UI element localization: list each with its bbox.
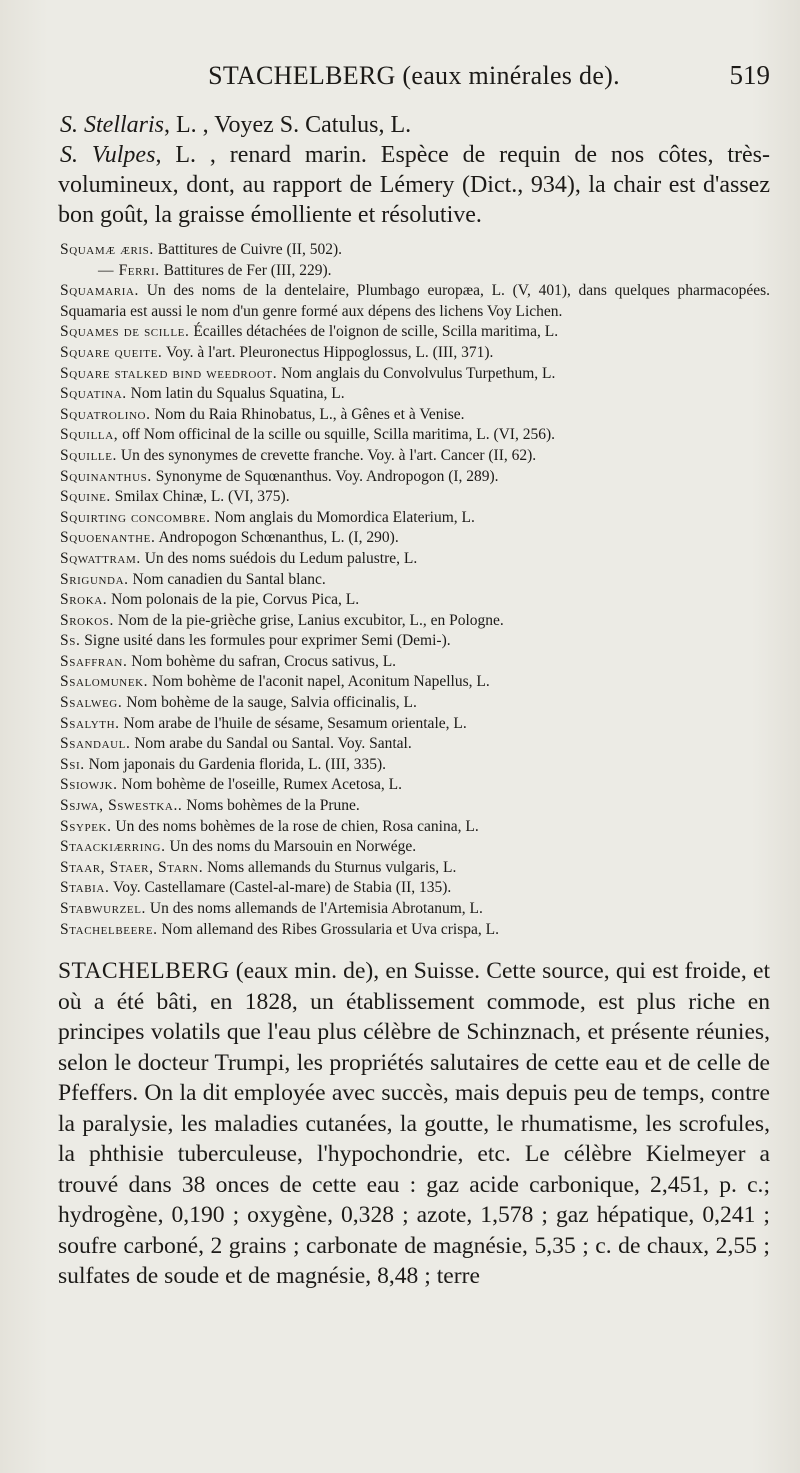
entry-text: Un des noms suédois du Ledum palustre, L. [140,549,418,567]
list-item [60,425,770,446]
entry-text: Nom bohème du safran, Crocus sativus, L. [127,652,397,670]
list-item [60,693,770,714]
list-item [60,837,770,858]
entry-headword: Squinanthus. [60,467,152,485]
list-item [60,261,770,282]
entry-text: off Nom officinal de la scille ou squille, Scilla maritima, L. (VI, 256). [118,426,556,444]
small-entries-list [58,240,770,940]
list-item [60,817,770,838]
list-item [60,467,770,488]
entry-headword: Squames de scille. [60,323,190,341]
entry-headword: STACHELBERG [58,958,230,985]
entry-headword: S. Stellaris [60,112,165,138]
entry-s-vulpes [58,140,770,230]
entry-headword: Stabia. [60,879,110,897]
entry-text: Un des noms de la dentelaire, Plumbago europæa, L. (V, 401), dans quelques pharmacopées. Squamaria est aussi le nom d'un genre formé aux dépens des lichens Voy Lichen. [60,282,770,320]
entry-headword: Squine. [60,488,111,506]
entry-text: , L. , Voyez S. Catulus, L. [164,112,412,138]
entry-text: Battitures de Fer (III, 229). [159,261,332,279]
entry-text: Nom de la pie-grièche grise, Lanius excubitor, L., en Pologne. [113,611,504,629]
list-item [60,878,770,899]
entry-headword: Squille. [60,446,118,464]
entry-headword: Square queite. [60,343,163,361]
entry-headword: Ssaffran. [60,652,128,670]
entry-headword: S. Vulpes [60,142,156,168]
entry-text: Signe usité dans les formules pour exprimer Semi (Demi-). [80,632,451,650]
entry-text: Battitures de Cuivre (II, 502). [153,241,342,258]
list-item [60,570,770,591]
list-item [60,487,770,508]
entry-headword: Ssypek. [60,817,112,835]
entry-text: Nom latin du Squalus Squatina, L. [126,385,345,403]
entry-headword: Ssi. [60,755,85,773]
list-item [60,405,770,426]
entry-headword: Sroka. [60,591,108,609]
entry-headword: Staar, Staer, Starn. [60,858,204,876]
entry-s-stellaris [58,110,770,140]
list-item [60,240,770,261]
entry-text: Un des noms allemands de l'Artemisia Abrotanum, L. [146,900,483,917]
entry-text: Nom canadien du Santal blanc. [128,570,326,588]
entry-text: Voy. à l'art. Pleuronectus Hippoglossus, L. (III, 371). [162,343,494,361]
entry-text: Synonyme de Squœnanthus. Voy. Andropogon (I, 289). [151,467,499,485]
entry-headword: — Ferri. [98,261,160,279]
entry-text: Nom bohème de la sauge, Salvia officinalis, L. [122,694,417,712]
list-item [60,899,770,920]
entry-text: Nom allemand des Ribes Grossularia et Uva crispa, L. [157,920,499,938]
entry-text: Nom bohème de l'aconit napel, Aconitum Napellus, L. [148,673,490,691]
list-item [60,384,770,405]
entry-text: Nom japonais du Gardenia florida, L. (III, 335). [84,755,386,773]
entry-headword: Stachelbeere. [60,920,158,938]
list-item [60,611,770,632]
list-item [60,775,770,796]
entry-text: Voy. Castellamare (Castel-al-mare) de Stabia (II, 135). [109,879,452,897]
entry-stachelberg [58,956,770,1292]
entry-text: Nom arabe du Sandal ou Santal. Voy. Santal. [130,735,412,753]
list-item [60,714,770,735]
entry-headword: Srigunda. [60,570,129,588]
running-head: STACHELBERG (eaux minérales de). [208,61,620,90]
page-number: 519 [729,60,770,90]
entry-text: Un des noms bohèmes de la rose de chien, Rosa canina, L. [111,817,479,835]
list-item [60,343,770,364]
entry-headword: Squilla, [60,426,119,444]
entry-headword: Squatrolino. [60,405,151,423]
entry-headword: Squoenanthe. [60,529,156,547]
entry-text: Écailles détachées de l'oignon de scille, Scilla maritima, L. [189,323,559,341]
list-item [60,446,770,467]
list-item [60,322,770,343]
list-item [60,920,770,941]
entry-text: Nom polonais de la pie, Corvus Pica, L. [107,591,360,609]
entry-headword: Ssalweg. [60,694,123,712]
entry-headword: Ssalyth. [60,714,120,732]
entry-text: Un des synonymes de crevette franche. Voy. à l'art. Cancer (II, 62). [117,446,537,464]
entry-headword: Ss. [60,632,81,650]
entry-text: (eaux min. de), en Suisse. Cette source, qui est froide, et où a été bâti, en 1828, un établissement commode, est plus riche en principes volatils que l'eau plus célèbre de Schinznach, et présente réunies, selon le docteur Trumpi, les propriétés salutaires de cette eau et de celle de Pfeffers. On la dit employée avec succès, mais depuis peu de temps, contre la paralysie, les maladies cutanées, la goutte, le rhumatisme, les scrofules, la phthisie tuberculeuse, l'hypochondrie, etc. Le célèbre Kielmeyer a trouvé dans 38 onces de cette eau : gaz acide carbonique, 2,451, p. c.; hydrogène, 0,190 ; oxygène, 0,328 ; azote, 1,578 ; gaz hépatique, 0,241 ; soufre carboné, 2 grains ; carbonate de magnésie, 5,35 ; c. de chaux, 2,55 ; sulfates de soude et de magnésie, 8,48 ; terre [58,958,770,1290]
list-item [60,590,770,611]
entry-text: Un des noms du Marsouin en Norwége. [165,838,417,856]
entry-headword: Stabwurzel. [60,900,147,917]
entry-text: Smilax Chinæ, L. (VI, 375). [110,488,290,506]
entry-text: Nom bohème de l'oseille, Rumex Acetosa, L. [117,776,402,794]
page-header [58,60,770,110]
entry-headword: Squatina. [60,385,127,403]
list-item [60,734,770,755]
entry-text: Andropogon Schœnanthus, L. (I, 290). [155,529,399,547]
list-item [60,631,770,652]
entry-text: , L. , renard marin. Espèce de requin de nos côtes, très-volumineux, dont, au rapport de Lémery (Dict., 934), la chair est d'assez bon goût, la graisse émolliente et résolutive. [58,142,770,228]
entry-headword: Ssiowjk. [60,776,118,794]
entry-headword: Ssjwa, Sswestka.. [60,797,183,815]
entry-headword: Square stalked bind weedroot. [60,364,278,382]
list-item [60,652,770,673]
entry-text: Nom du Raia Rhinobatus, L., à Gênes et à Venise. [150,405,465,423]
entry-headword: Squamæ æris. [60,241,154,258]
entry-headword: Squirting concombre. [60,508,211,526]
entry-text: Noms bohèmes de la Prune. [182,797,360,815]
entry-headword: Ssalomunek. [60,673,149,691]
entry-headword: Staackiærring. [60,838,166,856]
list-item [60,549,770,570]
list-item [60,755,770,776]
list-item [60,364,770,385]
list-item [60,528,770,549]
list-item [60,858,770,879]
entry-text: Nom anglais du Convolvulus Turpethum, L. [277,364,556,382]
entry-headword: Sqwattram. [60,549,141,567]
entry-text: Nom anglais du Momordica Elaterium, L. [210,508,475,526]
list-item [60,281,770,322]
entry-headword: Ssandaul. [60,735,131,753]
list-item [60,796,770,817]
entry-text: Noms allemands du Sturnus vulgaris, L. [203,858,457,876]
entry-headword: Srokos. [60,611,114,629]
list-item [60,672,770,693]
list-item [60,508,770,529]
entry-text: Nom arabe de l'huile de sésame, Sesamum orientale, L. [119,714,467,732]
entry-headword: Squamaria. [60,282,139,300]
